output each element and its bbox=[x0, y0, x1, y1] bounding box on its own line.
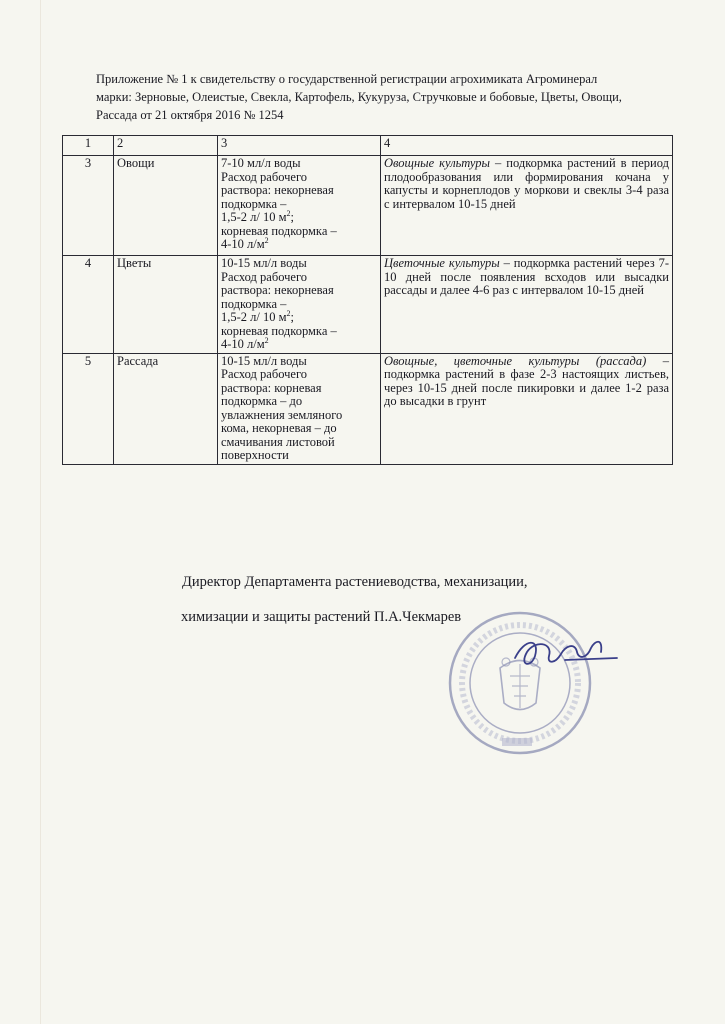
rate-line: смачивания листовой bbox=[221, 434, 335, 449]
row-number: 5 bbox=[63, 353, 114, 464]
rate-line: кома, некорневая – до bbox=[221, 421, 337, 435]
rate-line: подкормка – bbox=[221, 296, 287, 311]
rate-line: 1,5-2 л/ 10 $м^2$; bbox=[221, 308, 295, 324]
signatory-title-line-1: Директор Департамента растениеводства, механизации, bbox=[182, 574, 528, 590]
application-description: Овощные культуры – подкормка растений в период плодообразования или формирования кочана у капусты и корнеплодов у моркови и свеклы 3-4 раза с интервалом 10-15 дней bbox=[381, 156, 673, 256]
rate-line: 10-15 мл/л воды bbox=[221, 353, 307, 368]
application-rate bbox=[218, 256, 381, 354]
crop-name: Цветы bbox=[114, 256, 218, 354]
application-table bbox=[62, 135, 673, 465]
rate-line: 4-10 $л/м^2$ bbox=[221, 235, 269, 251]
table-row bbox=[63, 256, 673, 354]
header-line-1: Приложение № 1 к свидетельству о государственной регистрации агрохимиката Агроминерал bbox=[96, 72, 598, 86]
rate-line: Расход рабочего bbox=[221, 367, 308, 381]
header-line-3: Рассада от 21 октября 2016 № 1254 bbox=[96, 108, 284, 122]
header-line-2: марки: Зерновые, Олеистые, Свекла, Картофель, Кукуруза, Стручковые и бобовые, Цветы, Овощи, bbox=[96, 90, 622, 104]
application-rate bbox=[218, 353, 381, 464]
rate-line: 10-15 мл/л воды bbox=[221, 256, 307, 270]
rate-line: Расход рабочего bbox=[221, 269, 308, 284]
rate-line: раствора: корневая bbox=[221, 380, 322, 395]
table-header-row bbox=[63, 136, 673, 156]
rate-line: поверхности bbox=[221, 448, 289, 462]
table-row bbox=[63, 156, 673, 256]
official-seal-icon bbox=[440, 598, 600, 768]
column-header-4: 4 bbox=[381, 136, 673, 156]
application-description: Овощные, цветочные культуры (рассада) – подкормка растений в фазе 2-3 настоящих листьев, через 10-15 дней после пикировки и далее 1-2 раза до высадки в грунт bbox=[381, 353, 673, 464]
scan-margin-line bbox=[40, 0, 41, 1024]
handwritten-signature-icon bbox=[505, 628, 625, 678]
table-row bbox=[63, 353, 673, 464]
crop-name: Овощи bbox=[114, 156, 218, 256]
rate-line: 7-10 мл/л воды bbox=[221, 156, 301, 170]
row-number: 4 bbox=[63, 256, 114, 354]
rate-line: увлажнения земляного bbox=[221, 407, 343, 422]
document-header bbox=[96, 70, 666, 124]
rate-line: корневая подкормка – bbox=[221, 223, 337, 238]
column-header-3: 3 bbox=[218, 136, 381, 156]
rate-line: раствора: некорневая bbox=[221, 283, 334, 297]
rate-line: подкормка – до bbox=[221, 394, 303, 408]
application-description: Цветочные культуры – подкормка растений через 7-10 дней после появления всходов или высадки рассады и далее 4-6 раз с интервалом 10-15 дней bbox=[381, 256, 673, 354]
rate-line: 4-10 $л/м^2$ bbox=[221, 335, 269, 351]
signatory-title-line-2: химизации и защиты растений П.А.Чекмарев bbox=[181, 609, 462, 625]
column-header-1: 1 bbox=[63, 136, 114, 156]
rate-line: подкормка – bbox=[221, 196, 287, 211]
row-number: 3 bbox=[63, 156, 114, 256]
rate-line: Расход рабочего bbox=[221, 169, 308, 184]
column-header-2: 2 bbox=[114, 136, 218, 156]
rate-line: 1,5-2 л/ 10 $м^2$; bbox=[221, 208, 295, 224]
rate-line: корневая подкормка – bbox=[221, 323, 337, 338]
rate-line: раствора: некорневая bbox=[221, 183, 334, 197]
application-rate bbox=[218, 156, 381, 256]
crop-name: Рассада bbox=[114, 353, 218, 464]
